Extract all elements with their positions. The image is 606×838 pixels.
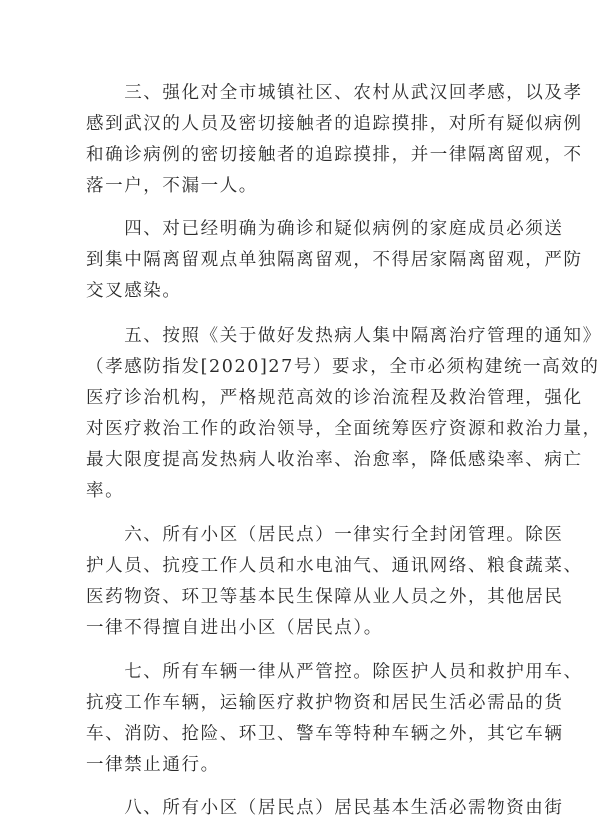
paragraph-item-four — [86, 214, 583, 307]
paragraph-line: 医疗诊治机构，严格规范高效的诊治流程及救治管理，强化 — [86, 388, 583, 408]
paragraph-line: 车、消防、抢险、环卫、警车等特种车辆之外，其它车辆 — [86, 724, 564, 744]
paragraph-line: 落一户，不漏一人。 — [86, 176, 258, 196]
paragraph-line: 对医疗救治工作的政治领导，全面统筹医疗资源和救治力量， — [86, 419, 602, 439]
paragraph-item-eight — [86, 793, 564, 824]
paragraph-item-three — [86, 78, 583, 202]
paragraph-line: 率。 — [86, 481, 125, 501]
paragraph-line: 感到武汉的人员及密切接触者的追踪摸排，对所有疑似病例 — [86, 114, 583, 134]
paragraph-line: 最大限度提高发热病人收治率、治愈率，降低感染率、病亡 — [86, 450, 583, 470]
paragraph-line: 五、按照《关于做好发热病人集中隔离治疗管理的通知》 — [86, 326, 602, 346]
paragraph-line: 和确诊病例的密切接触者的追踪摸排，并一律隔离留观，不 — [86, 145, 583, 165]
paragraph-line: 一律不得擅自进出小区（居民点）。 — [86, 618, 383, 638]
paragraph-line: 抗疫工作车辆，运输医疗救护物资和居民生活必需品的货 — [86, 693, 564, 713]
paragraph-item-five — [86, 321, 602, 507]
document-body — [86, 78, 602, 838]
paragraph-line: 三、强化对全市城镇社区、农村从武汉回孝感，以及孝 — [86, 83, 583, 103]
paragraph-item-six — [86, 520, 583, 644]
paragraph-line: 医药物资、环卫等基本民生保障从业人员之外，其他居民 — [86, 587, 564, 607]
paragraph-item-seven — [86, 657, 583, 781]
paragraph-line: 四、对已经明确为确诊和疑似病例的家庭成员必须送 — [86, 219, 564, 239]
paragraph-line: 八、所有小区（居民点）居民基本生活必需物资由街 — [86, 798, 564, 818]
paragraph-line: 六、所有小区（居民点）一律实行全封闭管理。除医 — [86, 525, 564, 545]
paragraph-line: 到集中隔离留观点单独隔离留观，不得居家隔离留观，严防 — [86, 250, 583, 270]
paragraph-line: 交叉感染。 — [86, 281, 182, 301]
paragraph-line: 一律禁止通行。 — [86, 755, 220, 775]
paragraph-line: 护人员、抗疫工作人员和水电油气、通讯网络、粮食蔬菜、 — [86, 556, 583, 576]
paragraph-line: 七、所有车辆一律从严管控。除医护人员和救护用车、 — [86, 662, 583, 682]
paragraph-line: （孝感防指发[2020]27号）要求，全市必须构建统一高效的 — [86, 357, 600, 377]
